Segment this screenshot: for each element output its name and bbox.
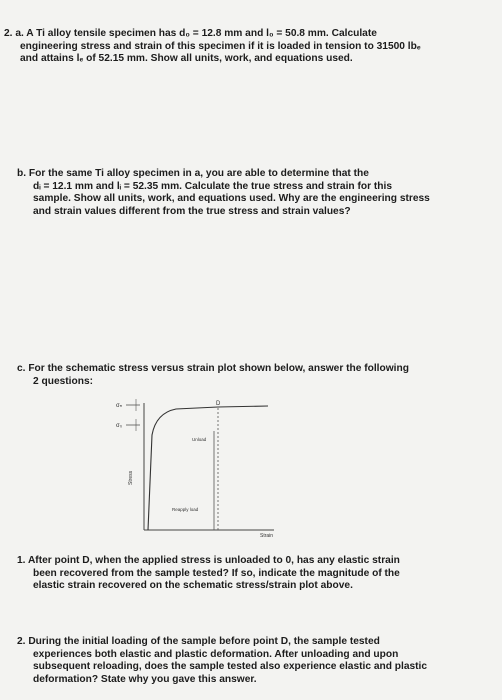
question-c2-line-3: subsequent reloading, does the sample tested also experience elastic and plastic — [33, 661, 428, 673]
y-tick-label-upper: σₙ — [116, 403, 123, 409]
question-c1-line-1: 1. After point D, when the applied stress is unloaded to 0, has any elastic strain — [17, 555, 400, 566]
question-c2-line-1: 2. During the initial loading of the sample before point D, the sample tested — [17, 636, 380, 647]
question-2a-line-1: 2. a. A Ti alloy tensile specimen has d₀ = 12.8 mm and l₀ = 50.8 mm. Calculate — [4, 28, 377, 39]
question-2a-line-3: and attains lₑ of 52.15 mm. Show all units, work, and equations used. — [20, 53, 353, 65]
question-c1 — [17, 555, 492, 593]
question-2a-line-2: engineering stress and strain of this specimen if it is loaded in tension to 31500 lbₑ — [20, 40, 421, 52]
question-2b-line-2: dᵢ = 12.1 mm and lᵢ = 52.35 mm. Calculate the true stress and strain for this — [33, 180, 392, 192]
question-2b-line-1: b. For the same Ti alloy specimen in a, you are able to determine that the — [17, 168, 369, 179]
y-axis-label: Stress — [128, 470, 134, 485]
question-2c-line-1: c. For the schematic stress versus strain plot shown below, answer the following — [17, 363, 409, 374]
question-2b — [17, 168, 487, 218]
point-d-label: D — [216, 401, 221, 407]
question-2a — [4, 28, 490, 66]
x-axis-label: Strain — [260, 533, 274, 539]
question-c1-line-2: been recovered from the sample tested? If so, indicate the magnitude of the — [33, 567, 400, 579]
question-c2 — [17, 636, 492, 686]
question-c2-line-4: deformation? State why you gave this answer. — [33, 673, 257, 685]
question-2b-line-4: and strain values different from the true stress and strain values? — [33, 205, 351, 217]
reapply-label: Reapply load — [172, 507, 199, 512]
y-tick-label-lower: σ₀ — [116, 423, 123, 429]
unload-label: Unload — [192, 437, 207, 442]
question-2b-line-3: sample. Show all units, work, and equations used. Why are the engineering stress — [33, 193, 430, 205]
question-2c — [17, 363, 487, 388]
stress-strain-plot — [110, 395, 290, 545]
question-2c-line-2: 2 questions: — [33, 375, 94, 387]
question-c2-line-2: experiences both elastic and plastic deformation. After unloading and upon — [33, 648, 399, 660]
question-c1-line-3: elastic strain recovered on the schematic stress/strain plot above. — [33, 580, 353, 592]
loading-curve — [148, 406, 268, 530]
